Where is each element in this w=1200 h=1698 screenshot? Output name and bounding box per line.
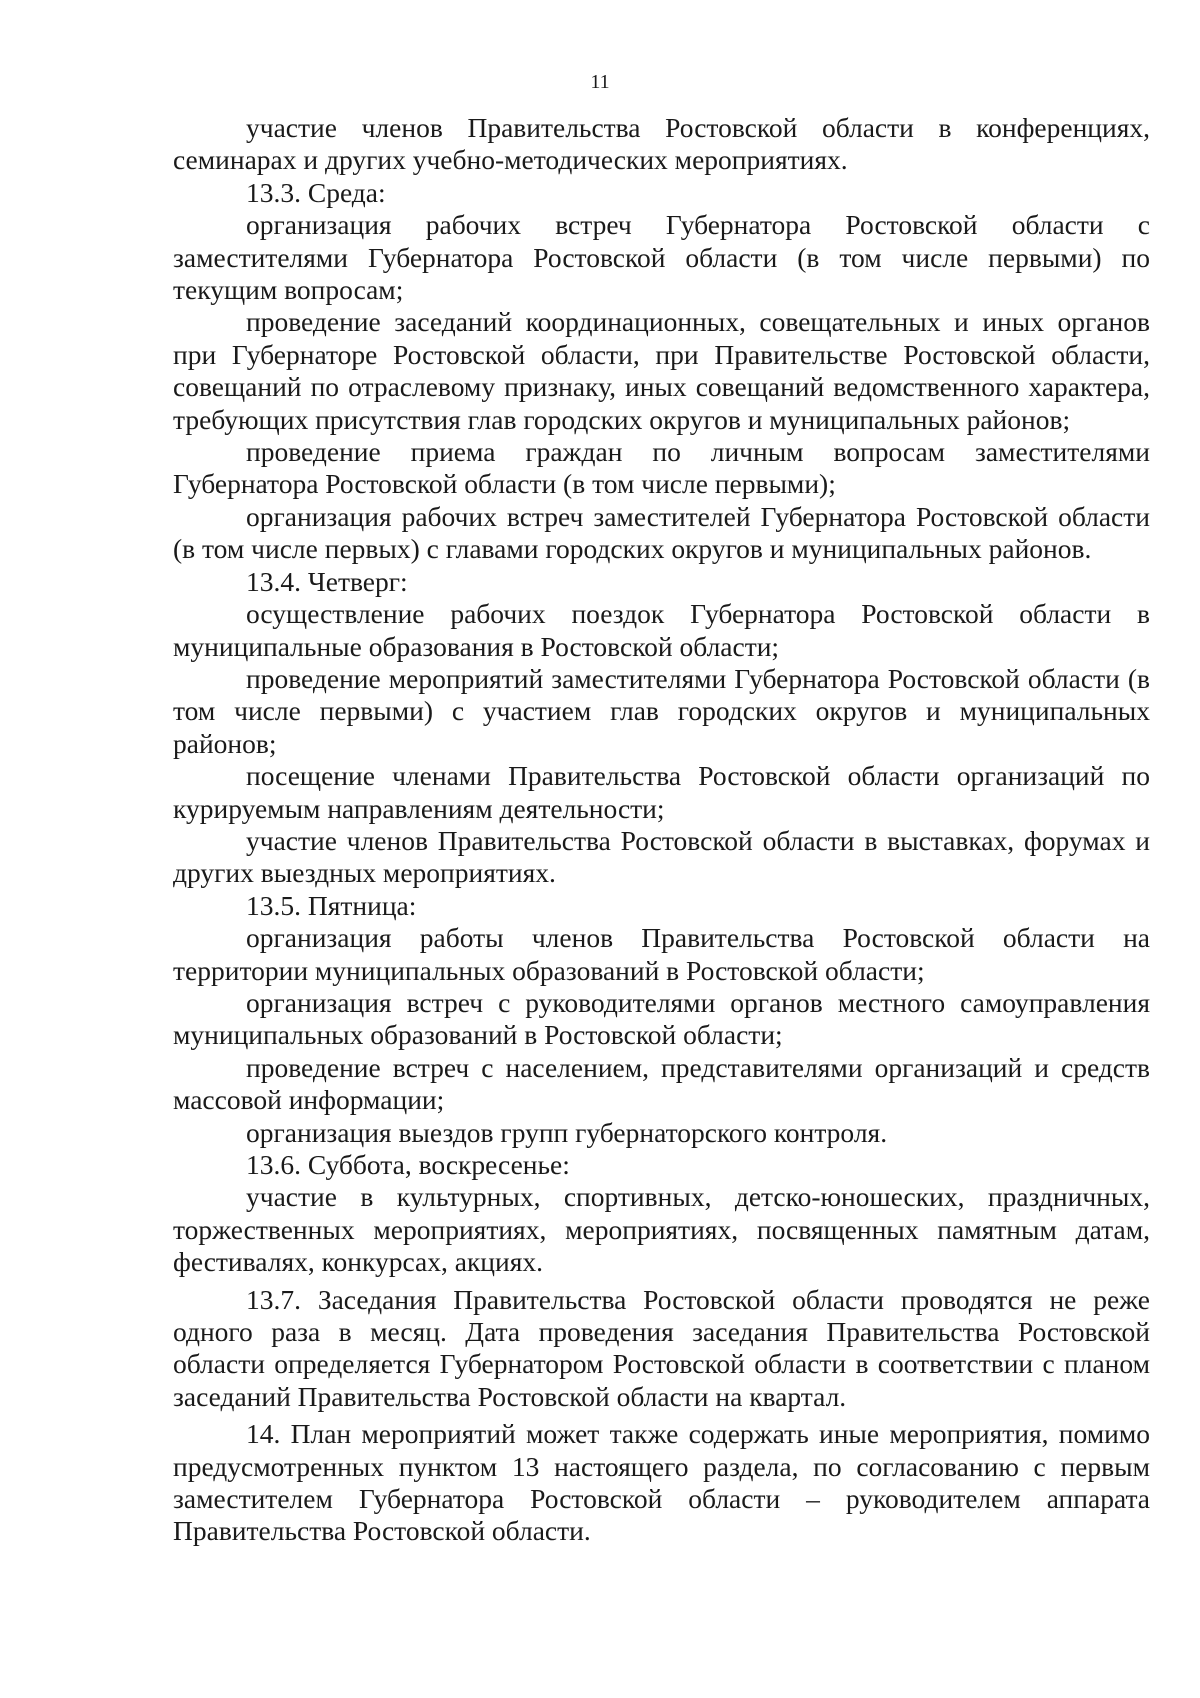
paragraph-governor-meetings: организация рабочих встреч Губернатора Ростовской области с заместителями Губернатора Ростовской области (в том числе первыми) по текущим вопросам; <box>173 209 1150 306</box>
page-number: 11 <box>590 71 610 93</box>
paragraph-coordination-bodies: проведение заседаний координационных, совещательных и иных органов при Губернаторе Ростовской области, при Правительстве Ростовской области, совещаний по отраслевому признаку, иных совещаний ведомственного характера, требующих присутствия глав городских округов и муниципальных районов; <box>173 306 1150 435</box>
paragraph-self-government-meetings: организация встреч с руководителями органов местного самоуправления муниципальных образований в Ростовской области; <box>173 986 1150 1051</box>
paragraph-deputy-meetings: организация рабочих встреч заместителей Губернатора Ростовской области (в том числе первых) с главами городских округов и муниципальных районов. <box>173 500 1150 565</box>
section-heading-weekend: 13.6. Суббота, воскресенье: <box>246 1149 570 1180</box>
paragraph-municipal-work: организация работы членов Правительства Ростовской области на территории муниципальных образований в Ростовской области; <box>173 922 1150 986</box>
paragraph-deputy-events: проведение мероприятий заместителями Губернатора Ростовской области (в том числе первыми) с участием глав городских округов и муниципальных районов; <box>173 662 1150 759</box>
paragraph-citizen-reception: проведение приема граждан по личным вопросам заместителями Губернатора Ростовской области (в том числе первыми); <box>173 436 1150 500</box>
section-heading-friday: 13.5. Пятница: <box>246 889 417 921</box>
section-heading-thursday: 13.4. Четверг: <box>246 565 408 597</box>
paragraph-population-meetings: проведение встреч с населением, представителями организаций и средств массовой информации; <box>173 1051 1150 1116</box>
paragraph-organization-visits: посещение членами Правительства Ростовской области организаций по курируемым направлениям деятельности; <box>173 760 1150 824</box>
paragraph-conferences: участие членов Правительства Ростовской области в конференциях, семинарах и других учебно-методических мероприятиях. <box>173 112 1150 176</box>
section-heading-wednesday: 13.3. Среда: <box>246 176 386 208</box>
document-body <box>173 112 1150 1548</box>
paragraph-government-sessions: 13.7. Заседания Правительства Ростовской области проводятся не реже одного раза в месяц. Дата проведения заседания Правительства Ростовской области определяется Губернатором Ростовской области в соответствии с планом заседаний Правительства Ростовской области на квартал. <box>173 1283 1150 1412</box>
paragraph-exhibitions-forums: участие членов Правительства Ростовской области в выставках, форумах и других выездных мероприятиях. <box>173 824 1150 889</box>
paragraph-control-groups: организация выездов групп губернаторского контроля. <box>246 1116 888 1148</box>
paragraph-working-trips: осуществление рабочих поездок Губернатора Ростовской области в муниципальные образования в Ростовской области; <box>173 598 1150 662</box>
paragraph-weekend-events: участие в культурных, спортивных, детско-юношеских, праздничных, торжественных мероприятиях, мероприятиях, посвященных памятным датам, фестивалях, конкурсах, акциях. <box>173 1181 1150 1278</box>
paragraph-activity-plan: 14. План мероприятий может также содержать иные мероприятия, помимо предусмотренных пунктом 13 настоящего раздела, по согласованию с первым заместителем Губернатора Ростовской области – руководителем аппарата Правительства Ростовской области. <box>173 1418 1150 1547</box>
